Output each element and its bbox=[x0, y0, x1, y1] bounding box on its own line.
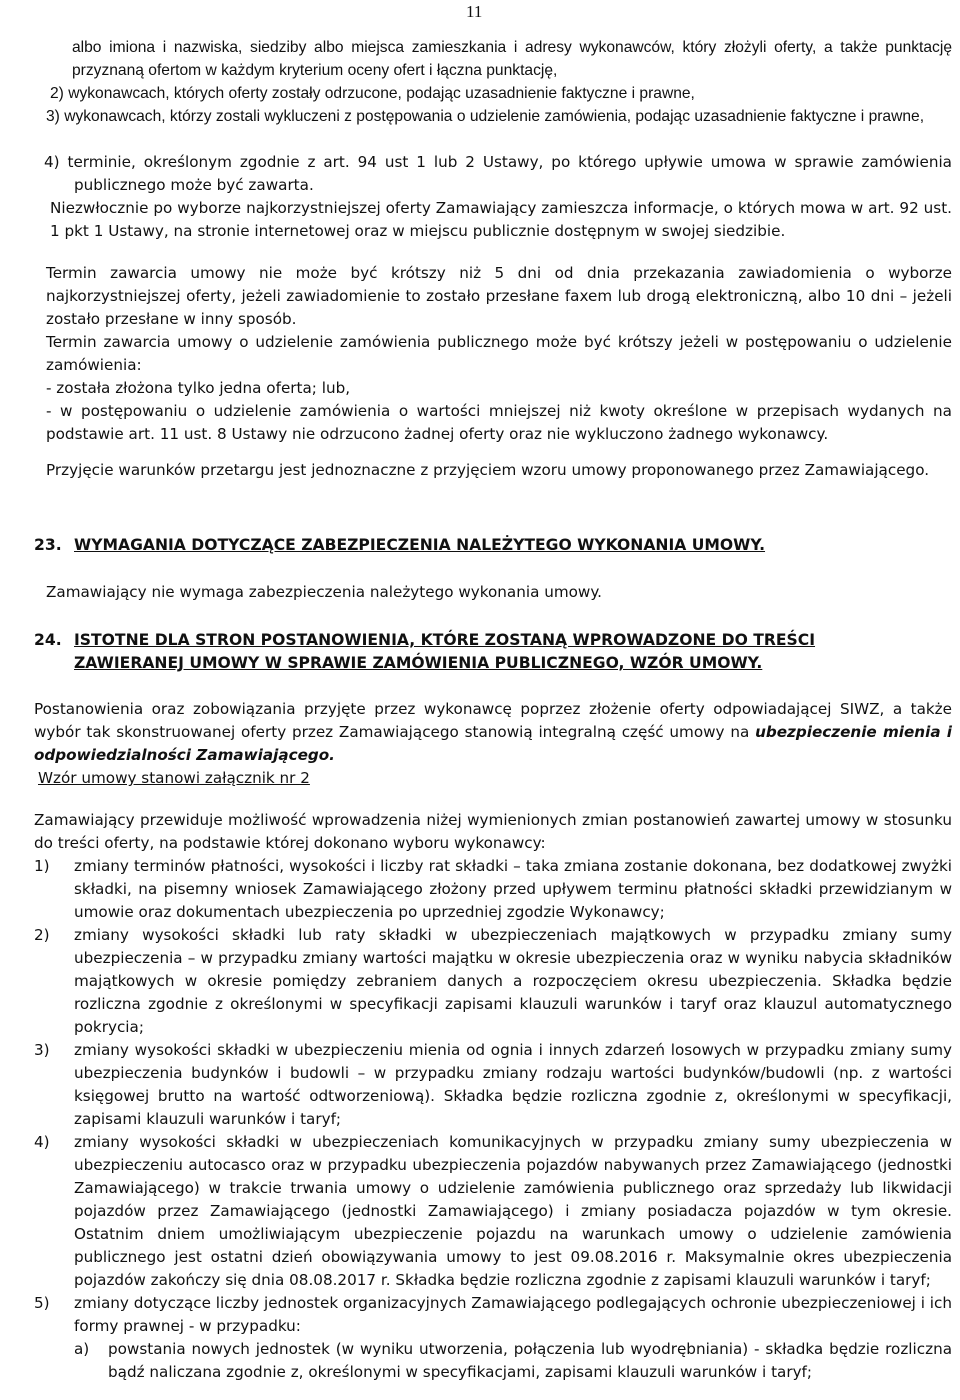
list-item: 5) zmiany dotyczące liczby jednostek organizacyjnych Zamawiającego podlegających ochronie ubezpieczeniowej i ich formy prawnej - w przypadku: a) powstania nowych jednostek (w wyniku utworzenia, połączenia lub wyodrębniania) - składka będzie rozliczna bądź naliczana zgodnie z, określonymi w specyfikacjami, zapisami klauzuli warunków i taryf; bbox=[34, 1292, 952, 1384]
sub-list bbox=[74, 1338, 952, 1384]
contract-term-block bbox=[46, 262, 952, 482]
changes-intro: Zamawiający przewiduje możliwość wprowadzenia niżej wymienionych zmian postanowień zawartej umowy w stosunku do treści oferty, na podstawie której dokonano wyboru wykonawcy: bbox=[34, 811, 952, 852]
notice-item-3: 3) wykonawcach, którzy zostali wykluczeni z postępowania o udzielenie zamówienia, podając uzasadnienie faktyczne i prawne, bbox=[46, 108, 925, 125]
contract-template-link[interactable]: Wzór umowy stanowi załącznik nr 2 bbox=[38, 769, 310, 787]
changes-list bbox=[34, 855, 952, 1384]
notice-item-2: 2) wykonawcach, których oferty zostały odrzucone, podając uzasadnienie faktyczne i prawne, bbox=[50, 85, 695, 102]
section-23-heading bbox=[34, 534, 952, 557]
section-23-text: Zamawiający nie wymaga zabezpieczenia należytego wykonania umowy. bbox=[46, 583, 603, 601]
results-notice-block bbox=[46, 36, 952, 128]
page-number: 11 bbox=[466, 2, 483, 21]
notice-tail-block bbox=[44, 151, 952, 243]
section-title-line-1: ISTOTNE DLA STRON POSTANOWIENIA, KTÓRE ZOSTANĄ WPROWADZONE DO TREŚCI bbox=[74, 631, 816, 649]
list-item: 4) zmiany wysokości składki w ubezpieczeniach komunikacyjnych w przypadku zmiany sumy ubezpieczenia w ubezpieczeniu autocasco oraz w przypadku ubezpieczenia pojazdów nabywanych przez Zamawiającego (jednostki Zamawiającego) w trakcie trwania umowy o udzielenie zamówienia publicznego oraz sprzedaży lub likwidacji pojazdów przez Zamawiającego (jednostki Zamawiającego) i zmiany posiadacza pojazdów w tym okresie. Ostatnim dniem umożliwiającym ubezpieczenie pojazdu na warunkach umowy o udzielenie zamówienia publicznego jest ostatni dzień obowiązywania umowy to jest 09.08.2016 r. Maksymalnie okres ubezpieczenia pojazdów zakończy się dnia 08.08.2017 r. Składka będzie rozliczna zgodnie z zapisami klauzuli warunków i taryf; bbox=[34, 1133, 952, 1289]
list-item: 2) zmiany wysokości składki lub raty składki w ubezpieczeniach majątkowych w przypadku zmiany sumy ubezpieczenia – w przypadku zmiany wartości majątku w okresie ubezpieczenia oraz w wyniku nabycia składników majątkowych w okresie pomiędzy zebraniem danych a rozpoczęciem okresu ubezpieczenia. Składka będzie rozliczna zgodnie z określonymi w specyfikacji zapisami klauzuli warunków i taryf oraz klauzul automatycznego pokrycia; bbox=[34, 926, 952, 1036]
notice-item-4: 4) terminie, określonym zgodnie z art. 94 ust 1 lub 2 Ustawy, po którego upływie umowa w sprawie zamówienia publicznego może być zawarta. bbox=[44, 153, 952, 194]
section-24-body bbox=[34, 698, 952, 790]
term-paragraph-1: Termin zawarcia umowy nie może być krótszy niż 5 dni od dnia przekazania zawiadomienia o wyborze najkorzystniejszej oferty, jeżeli zawiadomienie to zostało przesłane faxem lub drogą elektroniczną, albo 10 dni – jeżeli zostało przesłane w inny sposób. bbox=[46, 264, 952, 328]
section-title: WYMAGANIA DOTYCZĄCE ZABEZPIECZENIA NALEŻYTEGO WYKONANIA UMOWY. bbox=[74, 536, 766, 554]
sub-list-item: a) powstania nowych jednostek (w wyniku utworzenia, połączenia lub wyodrębniania) - składka będzie rozliczna bądź naliczana zgodnie z, określonymi w specyfikacjami, zapisami klauzuli warunków i taryf; bbox=[74, 1340, 952, 1381]
changes-block bbox=[34, 809, 952, 1384]
section-title-line-2: ZAWIERANEJ UMOWY W SPRAWIE ZAMÓWIENIA PUBLICZNEGO, WZÓR UMOWY. bbox=[74, 654, 763, 672]
section-24-heading bbox=[34, 629, 952, 675]
obligations-text: Postanowienia oraz zobowiązania przyjęte przez wykonawcę poprzez złożenie oferty odpowiadającej SIWZ, a także wybór tak skonstruowanej oferty przez Zamawiającego stanowią integralną część umowy na bbox=[34, 700, 952, 741]
section-23-body bbox=[46, 581, 952, 604]
section-number: 24. bbox=[34, 631, 62, 649]
list-item: 3) zmiany wysokości składki w ubezpieczeniu mienia od ognia i innych zdarzeń losowych w przypadku zmiany sumy ubezpieczenia budynków i budowli – w przypadku zmiany rodzaju wartości budynków/budowli (np. z wartości księgowej brutto na wartość odtworzeniową). Składka będzie rozliczna zgodnie z, określonymi w specyfikacji, zapisami klauzuli warunków i taryf; bbox=[34, 1041, 952, 1128]
continued-text: albo imiona i nazwiska, siedziby albo miejsca zamieszkania i adresy wykonawców, który złożyli oferty, a także punktację przyznaną ofertom w każdym kryterium oceny ofert i łączna punktację, bbox=[72, 39, 952, 79]
acceptance-paragraph: Przyjęcie warunków przetargu jest jednoznaczne z przyjęciem wzoru umowy proponowanego przez Zamawiającego. bbox=[46, 461, 930, 479]
obligations-emphasis: ubezpieczenie mienia i odpowiedzialności Zamawiającego. bbox=[34, 723, 953, 764]
term-paragraph-2: Termin zawarcia umowy o udzielenie zamówienia publicznego może być krótszy jeżeli w postępowaniu o udzielenie zamówienia: bbox=[46, 333, 952, 374]
list-item: 1) zmiany terminów płatności, wysokości i liczby rat składki – taka zmiana zostanie dokonana, bez dodatkowej zwyżki składki, na pisemny wniosek Zamawiającego złożony przed upływem terminu płatności składki przewidzianym w umowie oraz dokumentach ubezpieczenia po uprzedniej zgodzie Wykonawcy; bbox=[34, 857, 952, 921]
term-dash-2: - w postępowaniu o udzielenie zamówienia o wartości mniejszej niż kwoty określone w przepisach wydanych na podstawie art. 11 ust. 8 Ustawy nie odrzucono żadnej oferty oraz nie wykluczono żadnego wykonawcy. bbox=[46, 402, 952, 443]
publication-paragraph: Niezwłocznie po wyborze najkorzystniejszej oferty Zamawiający zamieszcza informacje, o których mowa w art. 92 ust. 1 pkt 1 Ustawy, na stronie internetowej oraz w miejscu publicznie dostępnym w swojej siedzibie. bbox=[50, 199, 952, 240]
section-number: 23. bbox=[34, 536, 62, 554]
term-dash-1: - została złożona tylko jedna oferta; lub, bbox=[46, 379, 351, 397]
obligations-paragraph bbox=[34, 698, 952, 767]
